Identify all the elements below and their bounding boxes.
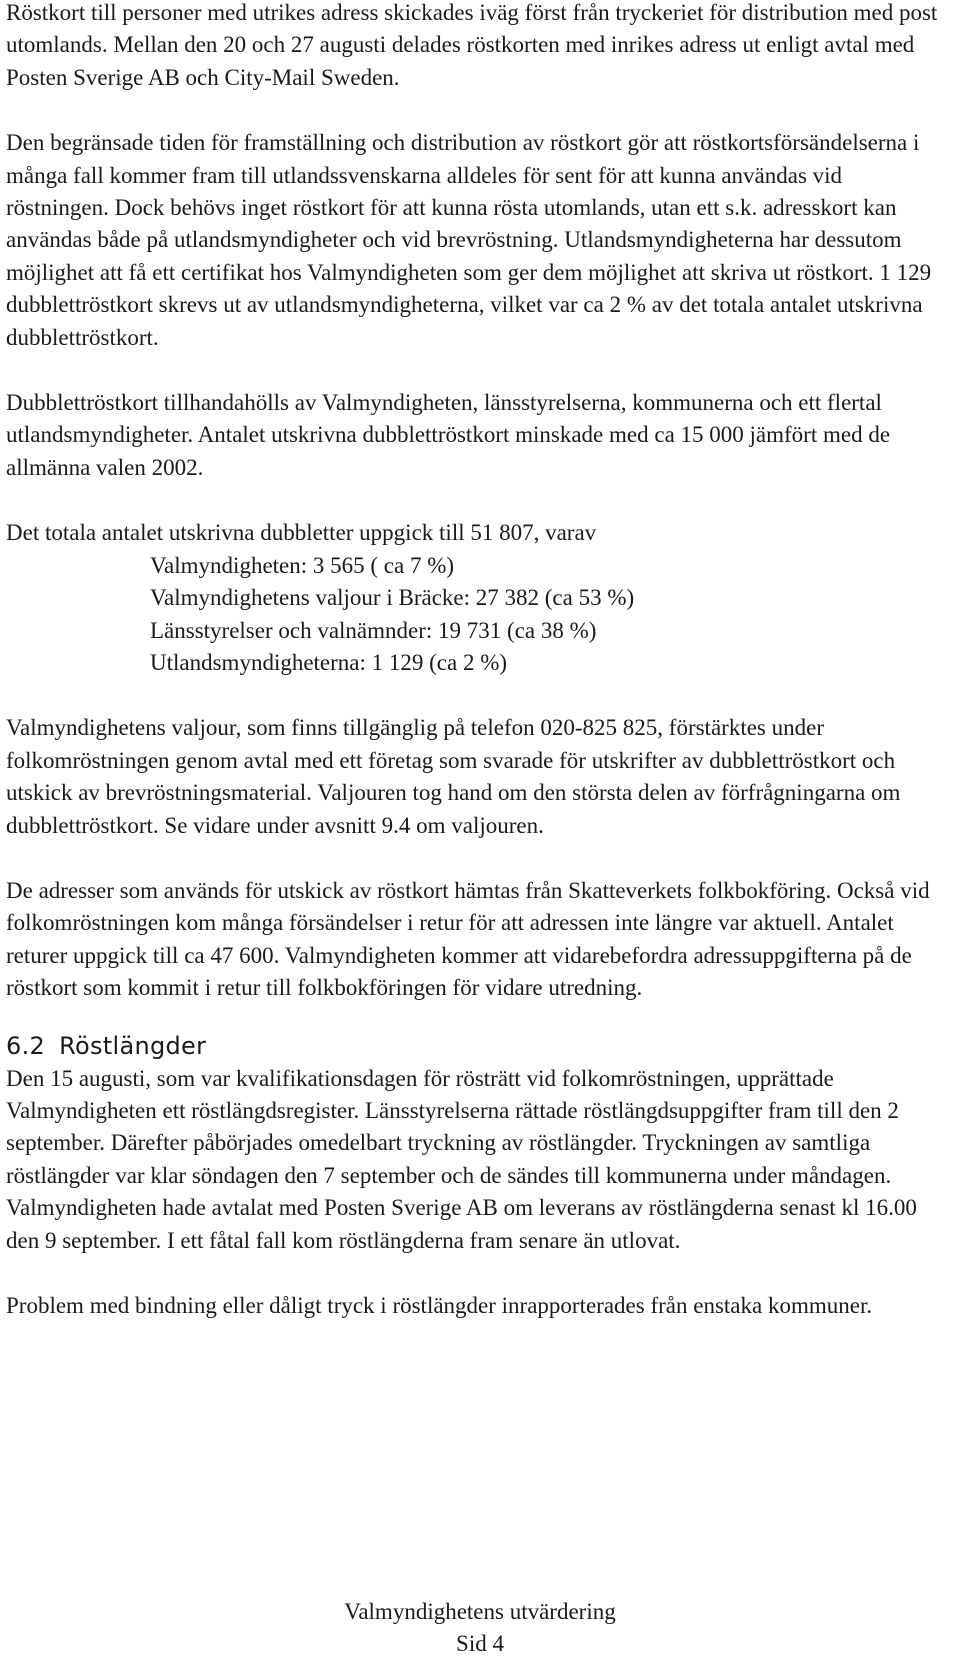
paragraph-duplicate-totals <box>6 517 946 679</box>
paragraph-duplicate-cards: Dubblettröstkort tillhandahölls av Valmyndigheten, länsstyrelserna, kommunerna och ett flertal utlandsmyndigheter. Antalet utskrivna dubblettröstkort minskade med ca 15 000 jämfört med de allmänna valen 2002. <box>6 390 891 480</box>
section-title: Röstlängder <box>59 1031 207 1060</box>
duplicate-totals-item: Valmyndigheten: 3 565 ( ca 7 %) <box>150 552 455 578</box>
paragraph-gap <box>6 484 946 517</box>
duplicate-totals-item: Utlandsmyndigheterna: 1 129 (ca 2 %) <box>150 649 508 675</box>
paragraph-postal-distribution: Röstkort till personer med utrikes adress skickades iväg först från tryckeriet för distribution med post utomlands. Mellan den 20 och 27 augusti delades röstkorten med inrikes adress ut enligt avtal med Posten Sverige AB och City-Mail Sweden. <box>6 0 938 90</box>
paragraph-valjour: Valmyndighetens valjour, som finns tillgänglig på telefon 020-825 825, förstärktes under folkomröstningen genom avtal med ett företag som svarade för utskrifter av dubblettröstkort och utskick av brevröstningsmaterial. Valjouren tog hand om den största delen av förfrågningarna om dubblettröstkort. Se vidare under avsnitt 9.4 om valjouren. <box>6 715 901 838</box>
paragraph-limited-time: Den begränsade tiden för framställning och distribution av röstkort gör att röstkortsförsändelserna i många fall kommer fram till utlandssvenskarna alldeles för sent för att kunna användas vid röstningen. Dock behövs inget röstkort för att kunna rösta utomlands, utan ett s.k. adresskort kan användas både på utlandsmyndigheter och vid brevröstning. Utlandsmyndigheterna har dessutom möjlighet att få ett certifikat hos Valmyndigheten som ger dem möjlighet att skriva ut röstkort. 1 129 dubblettröstkort skrevs ut av utlandsmyndigheterna, vilket var ca 2 % av det totala antalet utskrivna dubblettröstkort. <box>6 130 932 350</box>
section-heading <box>6 1029 946 1063</box>
duplicate-totals-intro: Det totala antalet utskrivna dubbletter uppgick till 51 807, varav <box>6 520 597 546</box>
duplicate-totals-item: Länsstyrelser och valnämnder: 19 731 (ca 38 %) <box>150 617 597 643</box>
paragraph-gap <box>6 679 946 712</box>
duplicate-totals-item: Valmyndighetens valjour i Bräcke: 27 382 (ca 53 %) <box>150 585 635 611</box>
paragraph-gap <box>6 354 946 387</box>
paragraph-gap <box>6 94 946 127</box>
paragraph-gap <box>6 1257 946 1290</box>
section-number: 6.2 <box>6 1031 46 1060</box>
page-number: Sid 4 <box>456 1631 504 1656</box>
footer-title: Valmyndighetens utvärdering <box>344 1599 616 1624</box>
paragraph-addresses: De adresser som används för utskick av röstkort hämtas från Skatteverkets folkbokföring. Också vid folkomröstningen kom många försändelser i retur för att adressen inte längre var aktuell. Antalet returer uppgick till ca 47 600. Valmyndigheten kommer att vidarebefordra adressuppgifterna på de röstkort som kommit i retur till folkbokföringen för vidare utredning. <box>6 877 930 1001</box>
paragraph-gap <box>6 842 946 875</box>
paragraph-electoral-rolls: Den 15 augusti, som var kvalifikationsdagen för rösträtt vid folkomröstningen, upprättade Valmyndigheten ett röstlängdsregister. Länsstyrelserna rättade röstlängdsuppgifter fram till den 2 september. Därefter påbörjades omedelbart tryckning av röstlängder. Tryckningen av samtliga röstlängder var klar söndagen den 7 september och de sändes till kommunerna under måndagen. Valmyndigheten hade avtalat med Posten Sverige AB om leverans av röstlängderna senast kl 16.00 den 9 september. I ett fåtal fall kom röstlängderna fram senare än utlovat. <box>6 1065 917 1253</box>
body-text <box>6 0 946 1322</box>
paragraph-binding-problems: Problem med bindning eller dåligt tryck i röstlängder inrapporterades från enstaka kommuner. <box>6 1293 873 1318</box>
paragraph-gap <box>6 1005 946 1029</box>
